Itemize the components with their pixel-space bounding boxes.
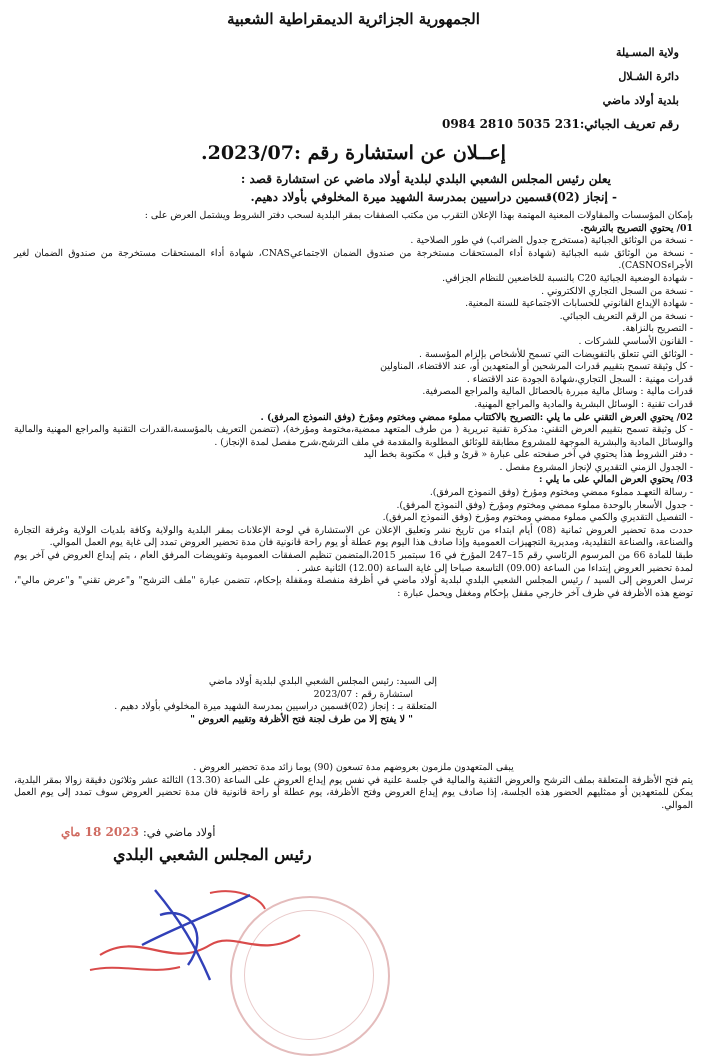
paragraph: - الوثائق التي تتعلق بالتفويضات التي تسمح للأشخاص بإلزام المؤسسة . xyxy=(419,348,693,360)
wilaya-label: ولاية المسـيلة xyxy=(615,46,679,59)
paragraph: ترسل العروض إلى السيد / رئيس المجلس الشعبي البلدي لبلدية أولاد ماضي في أظرفة منفصلة ومقفلة بإحكام، تتضمن عبارة "ملف الترشح" و"عرض تقني" و"عرض مالي"، توضع هذه الأظرفة في ظرف آخر خارجي مقفل بإحكام ومغفل ويحمل عبارة : xyxy=(14,575,693,599)
page-title: إعــلان عن استشارة رقم :2023/07. xyxy=(201,142,506,164)
paragraph: - دفتر الشروط هذا يحتوي في آخر صفحته على عبارة « قرئ و قبل » مكتوبة بخط اليد xyxy=(363,449,693,461)
envelope-label xyxy=(114,676,437,726)
paragraph: - التفصيل التقديري والكمي مملوء ممضي ومختوم ومؤرخ (وفق النموذج المرفق). xyxy=(382,512,693,524)
country-name: الجمهورية الجزائرية الديمقراطية الشعبية xyxy=(227,10,480,28)
paragraph: - شهادة الوضعية الجبائية C20 بالنسبة للخاضعين للنظام الجزافي. xyxy=(442,272,693,284)
paragraph: - شهادة الإيداع القانوني للحسابات الاجتماعية للسنة المعنية. xyxy=(465,298,693,310)
paragraph: - نسخة من السجل التجاري الالكتروني . xyxy=(541,285,693,297)
closing-opening: يتم فتح الأظرفة المتعلقة بملف الترشح والعروض التقنية والمالية في جلسة علنية في نفس يوم إيداع العروض على الساعة (13.30) الثالثة عشر وثلاثون دقيقة زوالا بمقر البلدية، يمكن للمتعهدين أو ممثليهم الحضور هذه الجلسة، إذا صادف يوم إيداع العروض وفتح الأظرفة، يوم عطلة أو راحة قانونية فان مدة تحضير العروض سوف تمدد إلى يوم العمل الموالي. xyxy=(14,774,693,811)
daira-label: دائرة الشـلال xyxy=(618,70,679,83)
section-heading: 03/ يحتوي العرض المالي على ما يلي : xyxy=(539,474,693,486)
section-heading: 02/ يحتوي العرض التقني على ما يلي :التصريح بالاكتتاب مملوء ممضي ومختوم ومؤرخ (وفق النموذج المرفق) . xyxy=(260,411,693,423)
project-title: - إنجاز (02)قسمين دراسيين بمدرسة الشهيد ميرة المخلوفي بأولاد دهيم. xyxy=(250,190,617,204)
conditions-body xyxy=(14,210,693,600)
signature-title: رئيس المجلس الشعبي البلدي xyxy=(113,845,312,864)
paragraph: - القانون الأساسي للشركات . xyxy=(578,335,693,347)
signature-place: أولاد ماضي في: xyxy=(143,826,216,839)
paragraph: - نسخة من الوثائق الجبائية (مستخرج جدول الضرائب) في طور الصلاحية . xyxy=(410,235,693,247)
signature-red-stroke xyxy=(90,967,180,970)
closing-section xyxy=(14,762,693,812)
envelope-consultation: استشارة رقم : 2023/07 xyxy=(313,688,413,700)
paragraph: طبقا للمادة 66 من المرسوم الرئاسي رقم 15–247 المؤرخ في 16 سبتمبر 2015،المتضمن تنظيم الصفقات العمومية وتفويضات المرفق العام ، يتم إيداع العروض في آخر يوم لمدة تحضير العروض إبتداءا من الساعة (09.00) التاسعة صباحا إلى غاية الساعة (12.00) الثانية عشر . xyxy=(14,550,693,574)
paragraph: - التصريح بالنزاهة. xyxy=(622,323,693,335)
paragraph: قدرات مالية : وسائل مالية مبررة بالحصائل المالية والمراجع المصرفية. xyxy=(422,386,693,398)
paragraph: - كل وثيقة تسمح بتقييم قدرات المرشحين أو المتعهدين أو، عند الاقتضاء، المناولين xyxy=(380,361,693,373)
paragraph: - كل وثيقة تسمح بتقييم العرض التقني: مذكرة تقنية تبريرية ( من طرف المتعهد ممضية،مختومة ومؤرخة)، (تتضمن التعريف بالمؤسسة،القدرات التقنية والمراجع المهنية والمالية والوسائل المادية والبشرية الموجهة للمشروع مطابقة للوثائق المطلوبة والمقدمة في ملف الترشح،شرح مفصل لمدة الإنجاز) . xyxy=(14,424,693,448)
closing-validity: يبقى المتعهدون ملزمون بعروضهم مدة تسعون (90) يوما زائد مدة تحضير العروض . xyxy=(193,762,514,773)
envelope-subject: المتعلقة بـ : إنجاز (02)قسمين دراسيين بمدرسة الشهيد ميرة المخلوفي بأولاد دهيم . xyxy=(114,701,437,713)
signature-red-stroke xyxy=(100,935,300,955)
paragraph: - رسالة التعهـد مملوء ممضي ومختوم ومؤرخ (وفق النموذج المرفق). xyxy=(429,487,693,499)
paragraph: - نسخة من الوثائق شبه الجبائية (شهادة أداء المستحقات مستخرجة من صندوق الضمان الاجتماعيCNAS، شهادة أداء المستحقات مستخرجة من صندوق الضمان لغير الأجراءCASNOS). xyxy=(14,247,693,272)
envelope-warning: " لا يفتح إلا من طرف لجنة فتح الأظرفة وتقييم العروض " xyxy=(190,713,413,725)
intro-text: يعلن رئيس المجلس الشعبي البلدي لبلدية أولاد ماضي عن استشارة قصد : xyxy=(240,172,611,186)
paragraph: - نسخة من الرقم التعريف الجبائي. xyxy=(559,310,693,322)
signature-blue-stroke xyxy=(142,890,250,980)
paragraph: قدرات تقنية : الوسائل البشرية والمادية والمراجع المهنية. xyxy=(474,398,693,410)
section-heading: 01/ يحتوي التصريح بالترشح. xyxy=(580,222,693,234)
paragraph: قدرات مهنية : السجل التجاري،شهادة الجودة عند الاقتضاء . xyxy=(466,373,693,385)
envelope-recipient: إلى السيد: رئيس المجلس الشعبي البلدي لبلدية أولاد ماضي xyxy=(208,676,437,687)
paragraph: حددت مدة تحضير العروض ثمانية (08) أيام ابتداء من تاريخ نشر وتعليق الإعلان عن الاستشارة في لوحة الإعلانات بمقر البلدية والولاية وكافة بلديات الولاية وغرفة التجارة والصناعة، والصناعة التقليدية، ومديرية التجهيزات العمومية وإذا صادف هذا اليوم يوم عطلة أو يوم راحة قانونية فان مدة تحضير العروض تمدد إلى غاية يوم العمل الموالي. xyxy=(14,524,693,549)
paragraph: بإمكان المؤسسات والمقاولات المعنية المهتمة بهذا الإعلان التقرب من مكتب الصفقات بمقر البلدية لسحب دفتر الشروط ويشتمل العرض على : xyxy=(144,210,693,221)
tax-id: رقم تعريف الجبائي:231 5035 2810 0984 xyxy=(441,117,679,131)
paragraph: - جدول الأسعار بالوحدة مملوء ممضي ومختوم ومؤرخ (وفق النموذج المرفق). xyxy=(396,499,693,511)
commune-label: بلدية أولاد ماضي xyxy=(602,94,679,107)
paragraph: - الجدول الزمني التقديري لإنجاز المشروع مفصل . xyxy=(499,461,693,473)
date-stamp: 2023 18 ماي xyxy=(61,825,139,839)
handwritten-signature xyxy=(60,875,380,985)
